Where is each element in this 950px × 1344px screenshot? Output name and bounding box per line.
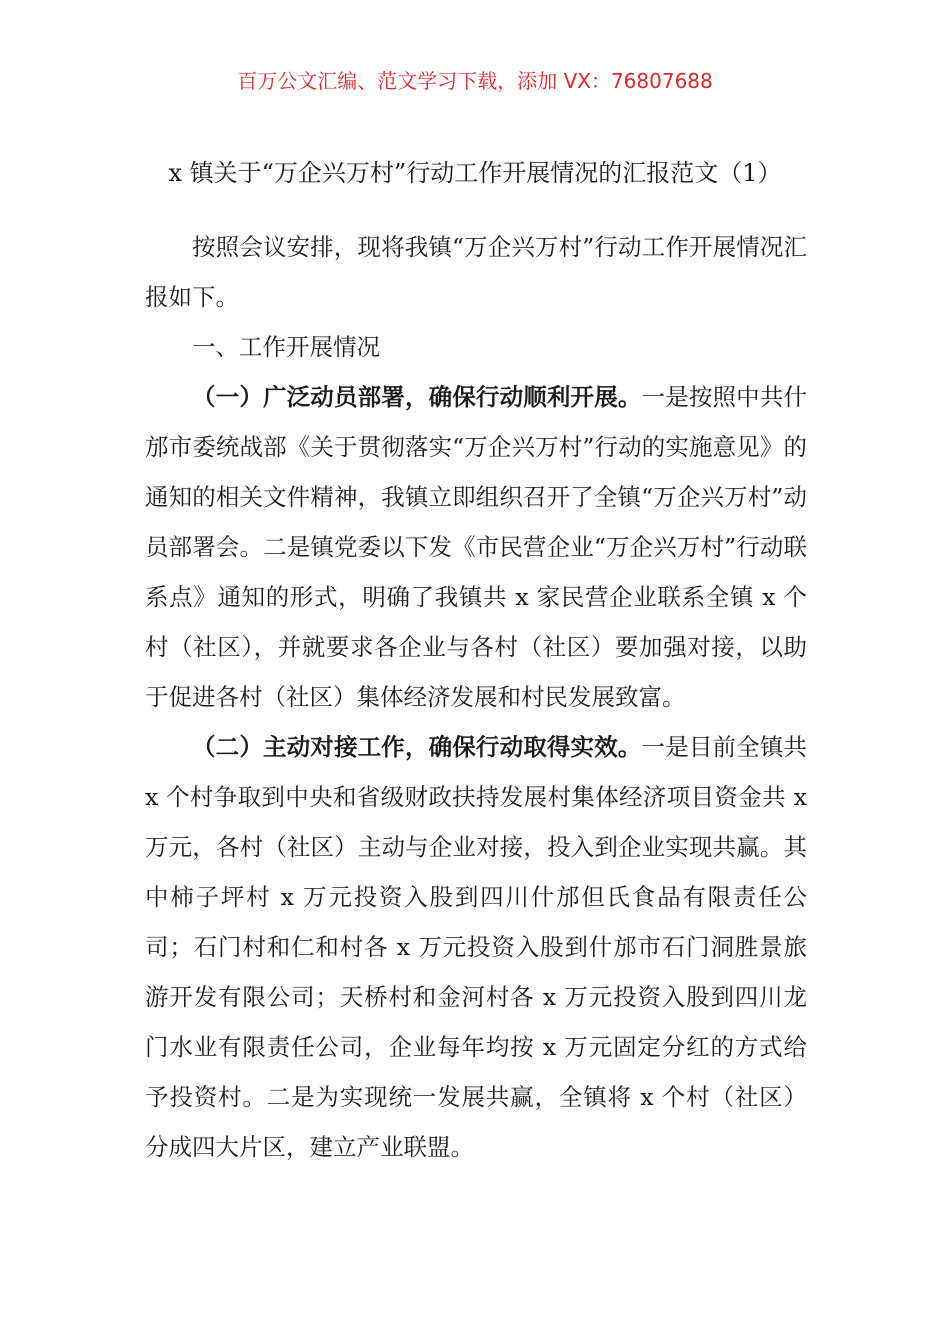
paragraph-lead: （二）主动对接工作，确保行动取得实效。 — [192, 733, 642, 761]
paragraph-text: 一是按照中共什邡市委统战部《关于贯彻落实“万企兴万村”行动的实施意见》的通知的相关文件精神，我镇立即组织召开了全镇“万企兴万村”动员部署会。二是镇党委以下发《市民营企业“万企兴万村”行动联系点》通知的形式，明确了我镇共 x 家民营企业联系全镇 x 个村（社区），并就要求各企业与各村（社区）要加强对接，以助于促进各村（社区）集体经济发展和村民发展致富。 — [145, 383, 808, 711]
paragraph-lead: （一）广泛动员部署，确保行动顺利开展。 — [192, 383, 642, 411]
document-body — [145, 222, 807, 1172]
download-promo-header: 百万公文汇编、范文学习下载，添加 VX：76807688 — [237, 69, 713, 93]
paragraph-text: 一是目前全镇共 x 个村争取到中央和省级财政扶持发展村集体经济项目资金共 x 万元，各村（社区）主动与企业对接，投入到企业实现共赢。其中柿子坪村 x 万元投资入股到四川什邡但氏食品有限责任公司；石门村和仁和村各 x 万元投资入股到什邡市石门洞胜景旅游开发有限公司；天桥村和金河村各 x 万元投资入股到四川龙门水业有限责任公司，企业每年均按 x 万元固定分红的方式给予投资村。二是为实现统一发展共赢，全镇将 x 个村（社区）分成四大片区，建立产业联盟。 — [145, 733, 808, 1161]
paragraph-cooperation — [145, 722, 807, 1172]
intro-paragraph: 按照会议安排，现将我镇“万企兴万村”行动工作开展情况汇报如下。 — [145, 233, 807, 311]
paragraph-mobilization — [145, 372, 807, 722]
section-heading: 一、工作开展情况 — [192, 333, 380, 361]
document-title: x 镇关于“万企兴万村”行动工作开展情况的汇报范文（1） — [168, 159, 782, 187]
